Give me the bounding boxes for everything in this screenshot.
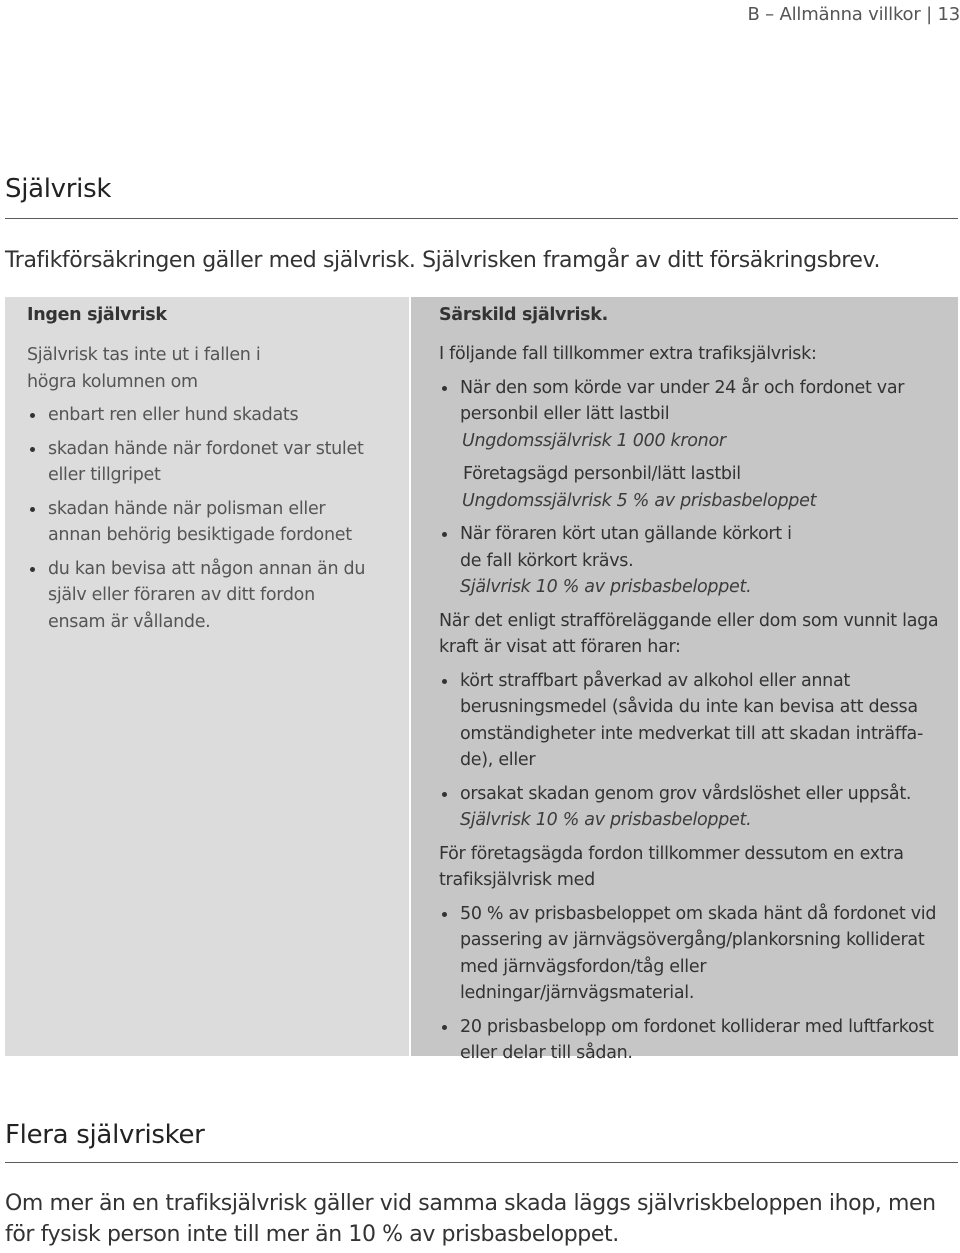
lead-paragraph: Trafikförsäkringen gäller med självrisk. Självrisken framgår av ditt försäkringsbrev.: [5, 248, 881, 273]
note-text: Ungdomssjälvrisk 5 % av prisbasbeloppet: [462, 490, 817, 511]
list-item-text: kört straffbart påverkad av alkohol eller annat berusningsmedel (såvida du inte kan bevisa att dessa omständigheter inte medverkat till att skadan inträffa-de), eller: [460, 670, 923, 770]
list-item-text: 50 % av prisbasbeloppet om skada hänt då fordonet vid passering av järnvägsövergång/plankorsning kolliderat med järnvägsfordon/tåg eller ledningar/järnvägsmaterial.: [460, 903, 937, 1003]
box-intro-text: Självrisk tas inte ut i fallen i högra kolumnen om: [27, 345, 261, 392]
list-item-text: 20 prisbasbelopp om fordonet kolliderar med luftfarkost eller delar till sådan.: [460, 1016, 934, 1063]
list-item: enbart ren eller hund skadats: [27, 402, 373, 429]
company-risk-list: [439, 901, 944, 1067]
section-heading-flera-sjalvrisker: Flera självrisker: [5, 1120, 205, 1150]
section-heading-sjalvrisk: Självrisk: [5, 174, 112, 204]
list-item-text: När föraren kört utan gällande körkort i de fall körkort krävs.: [460, 524, 792, 571]
list-item: skadan hände när polisman eller annan behörig besiktigade fordonet: [27, 496, 373, 549]
heading-rule: [5, 218, 958, 219]
sub-heading: Företagsägd personbil/lätt lastbil: [463, 464, 741, 484]
list-item: skadan hände när fordonet var stulet eller tillgripet: [27, 436, 373, 489]
list-item: [439, 375, 944, 515]
flera-sjalvrisker-text: Om mer än en trafiksjälvrisk gäller vid samma skada läggs självriskbeloppen ihop, men för fysisk person inte till mer än 10 % av prisbasbeloppet.: [5, 1191, 936, 1247]
list-item: [439, 521, 944, 601]
list-item-text: orsakat skadan genom grov vårdslöshet eller uppsåt.: [460, 783, 912, 804]
note-text: Självrisk 10 % av prisbasbeloppet.: [460, 810, 752, 830]
box-sarskild-sjalvrisk: [411, 297, 958, 1063]
heading-rule: [5, 1162, 958, 1163]
list-item-text: När den som körde var under 24 år och fordonet var personbil eller lätt lastbil: [460, 377, 905, 424]
box-title-ingen-sjalvrisk: Ingen självrisk: [27, 305, 167, 325]
judgement-list: [439, 668, 944, 834]
note-text: Ungdomssjälvrisk 1 000 kronor: [462, 430, 726, 451]
list-item: [439, 781, 944, 834]
box-ingen-sjalvrisk: [5, 297, 409, 1056]
list-item: du kan bevisa att någon annan än du själv eller föraren av ditt fordon ensam är vållande.: [27, 556, 373, 636]
list-item: [439, 1014, 944, 1067]
extra-risk-list: [439, 375, 944, 601]
paragraph-judgement: När det enligt strafföreläggande eller dom som vunnit laga kraft är visat att föraren har:: [439, 610, 939, 657]
list-item: [439, 668, 944, 774]
list-item: [439, 901, 944, 1007]
running-header-text: B – Allmänna villkor | 13: [747, 4, 960, 25]
note-text: Självrisk 10 % av prisbasbeloppet.: [460, 577, 752, 597]
exemption-list: [27, 402, 373, 635]
paragraph-company-vehicles: För företagsägda fordon tillkommer dessutom en extra trafiksjälvrisk med: [439, 843, 904, 890]
box-intro-text: I följande fall tillkommer extra trafiksjälvrisk:: [439, 344, 817, 364]
box-title-sarskild-sjalvrisk: Särskild självrisk.: [439, 305, 608, 325]
running-header: [660, 4, 960, 25]
